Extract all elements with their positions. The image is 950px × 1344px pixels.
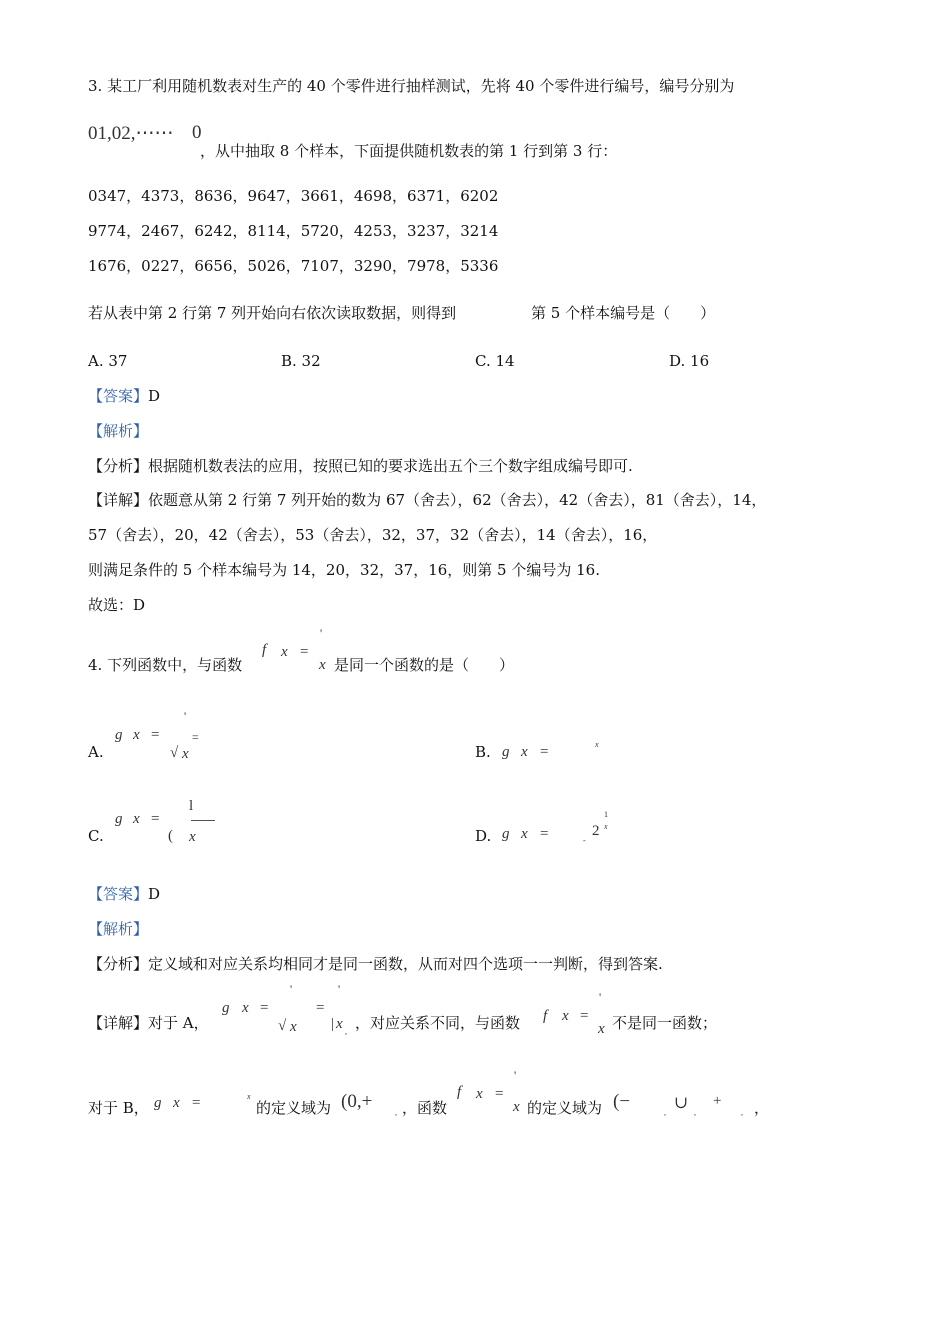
q4-detail-a-tick1: ' bbox=[290, 982, 293, 996]
q4-detail-a-sqrt-icon: √ bbox=[278, 1018, 287, 1034]
q3-answer-label: 【答案】 bbox=[88, 387, 149, 405]
q3-fenxi-text: 根据随机数表法的应用，按照已知的要求选出五个三个数字组成编号即可. bbox=[148, 457, 633, 475]
q4-option-c-denominator-x: x bbox=[189, 829, 196, 845]
q4-detail-a-tick2: ' bbox=[338, 982, 341, 996]
q4-option-a-g: g bbox=[115, 727, 123, 743]
q4-detail-b-domain2-dot: , bbox=[694, 1108, 696, 1117]
q3-question-part2: 第 5 个样本编号是（ ） bbox=[531, 304, 716, 322]
q4-detail-b-plus: + bbox=[713, 1093, 722, 1109]
q3-detail-label: 【详解】 bbox=[88, 491, 149, 509]
q4-option-c-paren: ( bbox=[168, 828, 173, 844]
q4-option-d-exp-den: x bbox=[604, 822, 608, 831]
q4-detail-b-fden-x: x bbox=[513, 1099, 520, 1115]
q4-detail-a-x: x bbox=[242, 1000, 249, 1016]
q3-analysis-label: 【解析】 bbox=[88, 422, 149, 440]
q4-detail-b-part4: 的定义域为 bbox=[527, 1099, 603, 1117]
q4-detail-a-sqrt-x: x bbox=[290, 1019, 297, 1035]
q4-detail-b-domain: (0,+ bbox=[341, 1091, 373, 1112]
q4-fenxi-label: 【分析】 bbox=[88, 955, 149, 973]
q3-detail-row-3: 则满足条件的 5 个样本编号为 14，20，32，37，16，则第 5 个编号为 16. bbox=[88, 561, 600, 579]
q4-answer-label: 【答案】 bbox=[88, 885, 149, 903]
q4-detail-a-abs-x: x bbox=[336, 1016, 343, 1032]
q3-random-table-row-2: 9774，2467，6242，8114，5720，4253，3237，3214 bbox=[88, 222, 499, 240]
q3-question-part1: 若从表中第 2 行第 7 列开始向右依次读取数据，则得到 bbox=[88, 304, 457, 322]
q4-stem-tick: ' bbox=[320, 626, 323, 640]
q3-fenxi-label: 【分析】 bbox=[88, 457, 149, 475]
q3-option-a: A. 37 bbox=[88, 352, 128, 370]
q4-detail-b-feq: = bbox=[495, 1086, 504, 1102]
q4-option-b: B. bbox=[475, 743, 491, 761]
q4-detail-b-eq: = bbox=[192, 1095, 201, 1111]
q3-sequence-math: 01,02,⋯⋯ bbox=[88, 123, 174, 144]
q4-detail-b-domain2-open: (− bbox=[613, 1091, 631, 1112]
q4-fenxi-text: 定义域和对应关系均相同才是同一函数，从而对四个选项一一判断，得到答案. bbox=[148, 955, 663, 973]
q4-option-a-eq: = bbox=[151, 727, 160, 743]
q3-stem-line2: ，从中抽取 8 个样本，下面提供随机数表的第 1 行到第 3 行： bbox=[200, 142, 618, 160]
q3-sequence-end: 0 bbox=[192, 122, 202, 143]
q4-detail-b-part2: 的定义域为 bbox=[256, 1099, 332, 1117]
q4-option-c-fraction-line bbox=[191, 820, 215, 821]
q4-option-a-tick: ' bbox=[184, 709, 187, 723]
q4-detail-b-g: g bbox=[154, 1095, 162, 1111]
q4-stem-f: f bbox=[262, 642, 267, 658]
q3-fenxi-row bbox=[88, 456, 633, 476]
q4-detail-a-part2: ，对应关系不同，与函数 bbox=[355, 1014, 521, 1032]
q4-answer-row bbox=[88, 884, 160, 904]
q3-option-c: C. 14 bbox=[475, 352, 515, 370]
q4-detail-a-feq: = bbox=[580, 1008, 589, 1024]
q4-option-c: C. bbox=[88, 827, 104, 845]
q4-stem-denominator-x: x bbox=[319, 657, 326, 673]
q4-option-a-x: x bbox=[133, 727, 140, 743]
q4-option-a-sqrt-x: x bbox=[182, 746, 189, 762]
q3-option-d: D. 16 bbox=[669, 352, 710, 370]
q4-detail-a-fx: x bbox=[562, 1008, 569, 1024]
q4-option-a-sqrt-icon: √ bbox=[170, 745, 179, 761]
q4-option-c-eq: = bbox=[151, 811, 160, 827]
q4-option-a: A. bbox=[88, 743, 104, 761]
q4-stem-part2: 是同一个函数的是（ ） bbox=[334, 656, 515, 674]
q4-option-a-eq2: = bbox=[192, 730, 199, 744]
q4-option-d-base: 2 bbox=[592, 823, 600, 839]
q4-option-b-g: g bbox=[502, 744, 510, 760]
q4-analysis-label: 【解析】 bbox=[88, 920, 149, 938]
q4-detail-b-end: ， bbox=[754, 1099, 770, 1117]
q3-answer-value: D bbox=[148, 387, 161, 405]
q4-detail-a-fden-x: x bbox=[598, 1021, 605, 1037]
q4-detail-b-domain-close: , bbox=[395, 1108, 397, 1117]
q4-option-d-exp-num: 1 bbox=[604, 810, 608, 819]
q3-detail-row-2: 57（舍去），20，42（舍去），53（舍去），32，37，32（舍去），14（舍去），16， bbox=[88, 526, 658, 544]
q3-stem-line1: 3. 某工厂利用随机数表对生产的 40 个零件进行抽样测试，先将 40 个零件进行编号，编号分别为 bbox=[88, 77, 735, 95]
q4-detail-b-ftick: ' bbox=[514, 1068, 517, 1082]
q4-fenxi-row bbox=[88, 954, 663, 974]
q3-detail-row-1 bbox=[88, 490, 766, 510]
q4-detail-b-domain2-close: , bbox=[741, 1108, 743, 1117]
q4-detail-a-eq: = bbox=[260, 1000, 269, 1016]
q4-option-d-x: x bbox=[521, 826, 528, 842]
q4-option-c-numerator: l bbox=[189, 798, 194, 814]
q4-stem-eq: = bbox=[300, 644, 309, 660]
q4-option-b-superscript-x: x bbox=[595, 740, 599, 749]
q4-detail-a-abs-bar: | bbox=[331, 1016, 335, 1032]
q4-option-d-dash: - bbox=[583, 836, 586, 845]
q4-detail-b-part1: 对于 B， bbox=[88, 1099, 149, 1117]
q4-detail-a-abs-close: , bbox=[345, 1027, 347, 1036]
q4-detail-a-text: 对于 A， bbox=[148, 1014, 209, 1032]
q4-detail-a-part1 bbox=[88, 1013, 209, 1033]
q4-detail-b-cup: ∪ bbox=[674, 1093, 689, 1112]
q4-detail-label: 【详解】 bbox=[88, 1014, 149, 1032]
q4-option-d-eq: = bbox=[540, 826, 549, 842]
q4-detail-b-fx: x bbox=[476, 1086, 483, 1102]
q4-detail-b-f: f bbox=[457, 1084, 462, 1100]
q4-option-d-g: g bbox=[502, 826, 510, 842]
q4-detail-a-part3: 不是同一函数； bbox=[612, 1014, 718, 1032]
q3-choose: 故选：D bbox=[88, 596, 146, 614]
q3-option-b: B. 32 bbox=[281, 352, 321, 370]
q4-detail-a-g: g bbox=[222, 1000, 230, 1016]
q4-answer-value: D bbox=[148, 885, 161, 903]
q4-detail-b-part3: ，函数 bbox=[402, 1099, 448, 1117]
q4-option-c-x: x bbox=[133, 811, 140, 827]
q3-answer-row bbox=[88, 386, 160, 406]
q4-option-b-eq: = bbox=[540, 744, 549, 760]
q3-detail-text-1: 依题意从第 2 行第 7 列开始的数为 67（舍去），62（舍去），42（舍去），81（舍去），14， bbox=[148, 491, 767, 509]
q4-stem-fx-var: x bbox=[281, 644, 288, 660]
q4-stem-part1: 4. 下列函数中，与函数 bbox=[88, 656, 243, 674]
q4-detail-b-x: x bbox=[173, 1095, 180, 1111]
q4-option-b-x: x bbox=[521, 744, 528, 760]
q4-detail-b-domain2-sep: , bbox=[664, 1108, 666, 1117]
q4-option-c-g: g bbox=[115, 811, 123, 827]
q3-random-table-row-3: 1676，0227，6656，5026，7107，3290，7978，5336 bbox=[88, 257, 499, 275]
q4-detail-a-eq2: = bbox=[316, 1000, 325, 1016]
q4-detail-a-ftick: ' bbox=[599, 990, 602, 1004]
q4-option-d: D. bbox=[475, 827, 492, 845]
q4-detail-a-f: f bbox=[543, 1008, 548, 1024]
q3-random-table-row-1: 0347，4373，8636，9647，3661，4698，6371，6202 bbox=[88, 187, 499, 205]
q4-detail-b-superscript-x: x bbox=[247, 1092, 251, 1101]
